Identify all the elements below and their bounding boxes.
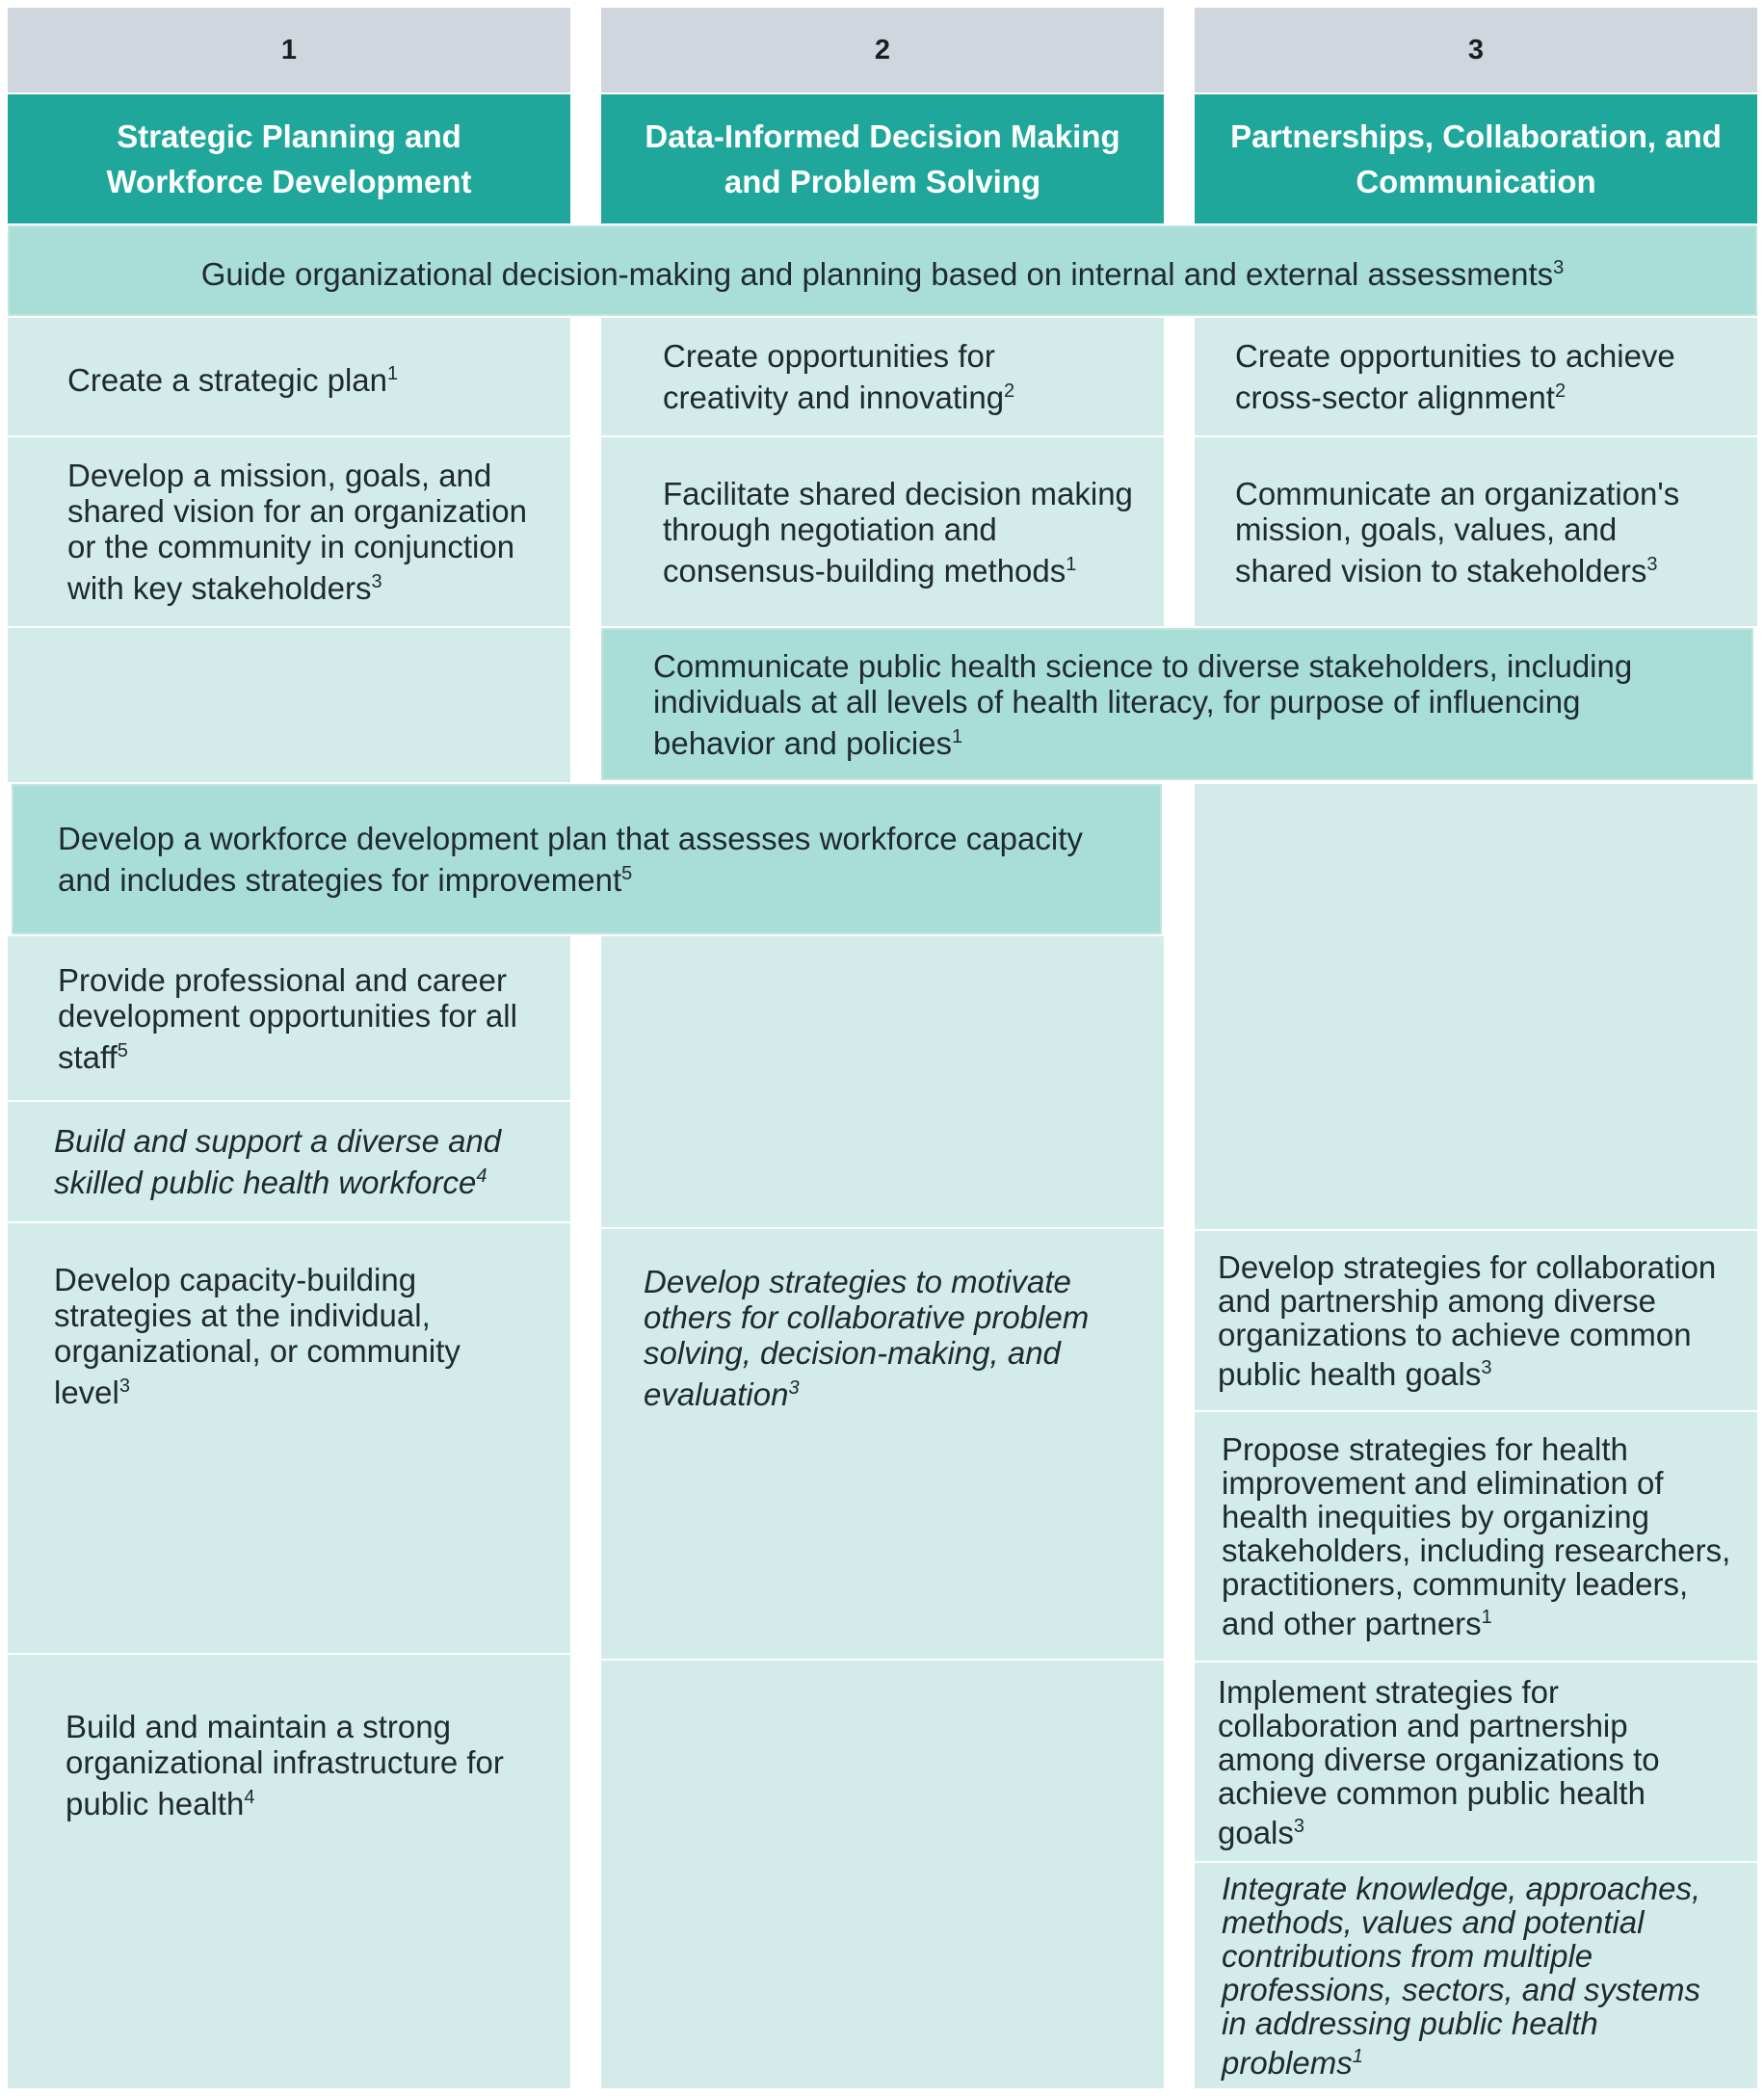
competency-text: Build and support a diverse and skilled public health workforce [54, 1123, 502, 1200]
competency-text: Develop a workforce development plan that assesses workforce capacity and includes strategies for improvement [58, 821, 1083, 898]
column-header-strategic-planning [8, 94, 570, 223]
competency-cross-sector-alignment [1195, 318, 1757, 435]
empty-cell-col2-b [601, 1661, 1164, 2088]
footnote-ref: 2 [1004, 380, 1015, 402]
competency-implement-strategies [1195, 1663, 1757, 1861]
competency-collaboration-strategies [1195, 1231, 1757, 1410]
footnote-ref: 5 [117, 1039, 128, 1061]
empty-cell-col3-a [1195, 784, 1757, 1229]
competency-text: Propose strategies for health improvement and elimination of health inequities by organizing stakeholders, including researchers, practitioners, community leaders, and other partners [1222, 1431, 1731, 1641]
competency-diverse-workforce [8, 1102, 570, 1221]
footnote-ref: 2 [1554, 380, 1567, 402]
footnote-ref: 1 [1066, 553, 1077, 575]
empty-cell-col1-a [8, 628, 570, 782]
footnote-ref: 3 [118, 1376, 130, 1397]
column-header-partnerships [1195, 94, 1757, 223]
empty-cell-col2-a [601, 936, 1164, 1227]
footnote-ref: 1 [1481, 1607, 1492, 1628]
footnote-ref: 3 [788, 1377, 800, 1399]
competency-guide-decision-making [8, 225, 1757, 316]
footnote-ref: 5 [621, 863, 633, 884]
competency-shared-decision-making [601, 437, 1164, 626]
footnote-ref: 1 [952, 725, 963, 747]
competency-workforce-development-plan [12, 784, 1162, 934]
column-title-3: Partnerships, Collaboration, and Communication [1230, 118, 1722, 199]
competency-text: Provide professional and career development opportunities for all staff [58, 961, 517, 1075]
footnote-ref: 3 [1646, 553, 1658, 575]
footnote-ref: 3 [1553, 256, 1565, 278]
footnote-ref: 3 [1293, 1815, 1305, 1837]
competency-creativity-innovating [601, 318, 1164, 435]
competency-text: Facilitate shared decision making through negotiation and consensus-building methods [663, 475, 1133, 589]
competency-text: Communicate an organization's mission, goals, values, and shared vision to stakeholders [1235, 475, 1680, 589]
column-number-1: 1 [8, 8, 570, 92]
competency-capacity-building [8, 1223, 570, 1653]
competency-motivate-others [601, 1229, 1164, 1659]
competency-text: Guide organizational decision-making and planning based on internal and external assessments [200, 255, 1554, 292]
footnote-ref: 1 [387, 362, 399, 384]
column-header-data-informed [601, 94, 1164, 223]
footnote-ref: 4 [476, 1166, 487, 1187]
competency-health-improvement [1195, 1412, 1757, 1661]
competency-professional-development [8, 936, 570, 1100]
competency-text: Implement strategies for collaboration and partnership among diverse organizations to achieve common public health goals [1218, 1673, 1660, 1850]
competency-text: Create opportunities to achieve cross-sector alignment [1235, 338, 1675, 415]
column-number-3: 3 [1195, 8, 1757, 92]
competency-communicate-science [601, 628, 1753, 780]
competency-text: Develop strategies for collaboration and partnership among diverse organizations to achieve common public health goals [1218, 1249, 1717, 1392]
competency-mission-goals-vision [8, 437, 570, 626]
footnote-ref: 3 [1481, 1357, 1492, 1378]
competency-integrate-knowledge [1195, 1863, 1757, 2088]
competency-text: Communicate public health science to diverse stakeholders, including individuals at all levels of health literacy, for purpose of influencing behavior and policies [653, 647, 1633, 761]
column-title-1: Strategic Planning and Workforce Development [106, 118, 472, 199]
competency-text: Create opportunities for creativity and innovating [663, 338, 1005, 415]
competency-create-strategic-plan [8, 318, 570, 435]
competency-organizational-infrastructure [8, 1655, 570, 2088]
competency-communicate-mission [1195, 437, 1757, 626]
competency-text: Develop capacity-building strategies at the individual, organizational, or community level [54, 1262, 461, 1410]
footnote-ref: 3 [371, 571, 382, 592]
footnote-ref: 1 [1352, 2046, 1363, 2067]
competency-text: Build and maintain a strong organizational infrastructure for public health [66, 1709, 504, 1821]
column-number-2: 2 [601, 8, 1164, 92]
competency-text: Develop a mission, goals, and shared vision for an organization or the community in conjunction with key stakeholders [67, 458, 527, 606]
competency-text: Create a strategic plan [67, 361, 388, 398]
column-title-2: Data-Informed Decision Making and Problem Solving [645, 118, 1120, 199]
competency-text: Integrate knowledge, approaches, methods, values and potential contributions from multiple professions, sectors, and systems in addressing public health problems [1222, 1871, 1701, 2081]
footnote-ref: 4 [244, 1787, 255, 1808]
competency-text: Develop strategies to motivate others for collaborative problem solving, decision-making, and evaluation [644, 1264, 1090, 1412]
